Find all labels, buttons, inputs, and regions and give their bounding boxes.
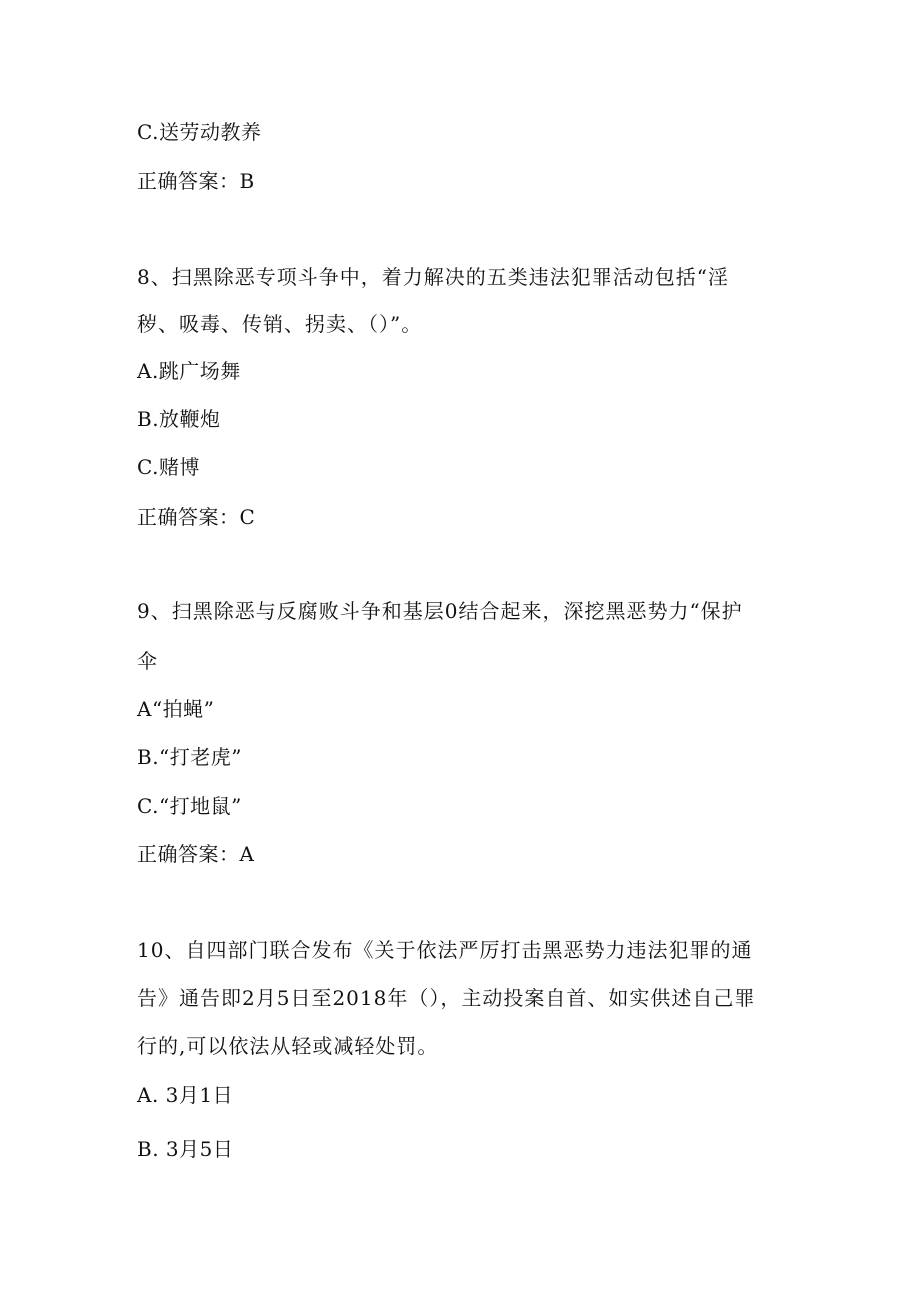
question-8-stem-line-1: 8、扫黑除恶专项斗争中，着力解决的五类违法犯罪活动包括“淫	[137, 265, 729, 289]
question-9-stem-line-2: 伞	[137, 649, 158, 673]
question-10-stem-line-1: 10、自四部门联合发布《关于依法严厉打击黑恶势力违法犯罪的通	[137, 938, 753, 962]
question-8-answer: 正确答案：C	[137, 505, 256, 529]
question-9-stem-line-1: 9、扫黑除恶与反腐败斗争和基层0结合起来，深挖黑恶势力“保护	[137, 599, 743, 623]
question-8-option-a: A.跳广场舞	[137, 359, 241, 383]
question-10-stem-line-3: 行的,可以依法从轻或减轻处罚。	[137, 1034, 439, 1058]
question-10-stem-line-2: 告》通告即2月5日至2018年（），主动投案自首、如实供述自己罪	[137, 986, 756, 1010]
question-10-option-b: B. 3月5日	[137, 1137, 234, 1161]
question-9-answer: 正确答案：A	[137, 842, 255, 866]
question-9-option-c: C.“打地鼠”	[137, 794, 242, 818]
question-10-option-a: A. 3月1日	[137, 1083, 234, 1107]
question-9-option-a: A“拍蝇”	[137, 697, 215, 721]
answer-text: 正确答案：B	[137, 169, 255, 193]
question-8-option-b: B.放鞭炮	[137, 407, 221, 431]
question-8-option-c: C.赌博	[137, 455, 200, 479]
question-9-option-b: B.“打老虎”	[137, 745, 243, 769]
option-text: C.送劳动教养	[137, 120, 262, 144]
question-8-stem-line-2: 秽、吸毒、传销、拐卖、（）”。	[137, 312, 423, 336]
